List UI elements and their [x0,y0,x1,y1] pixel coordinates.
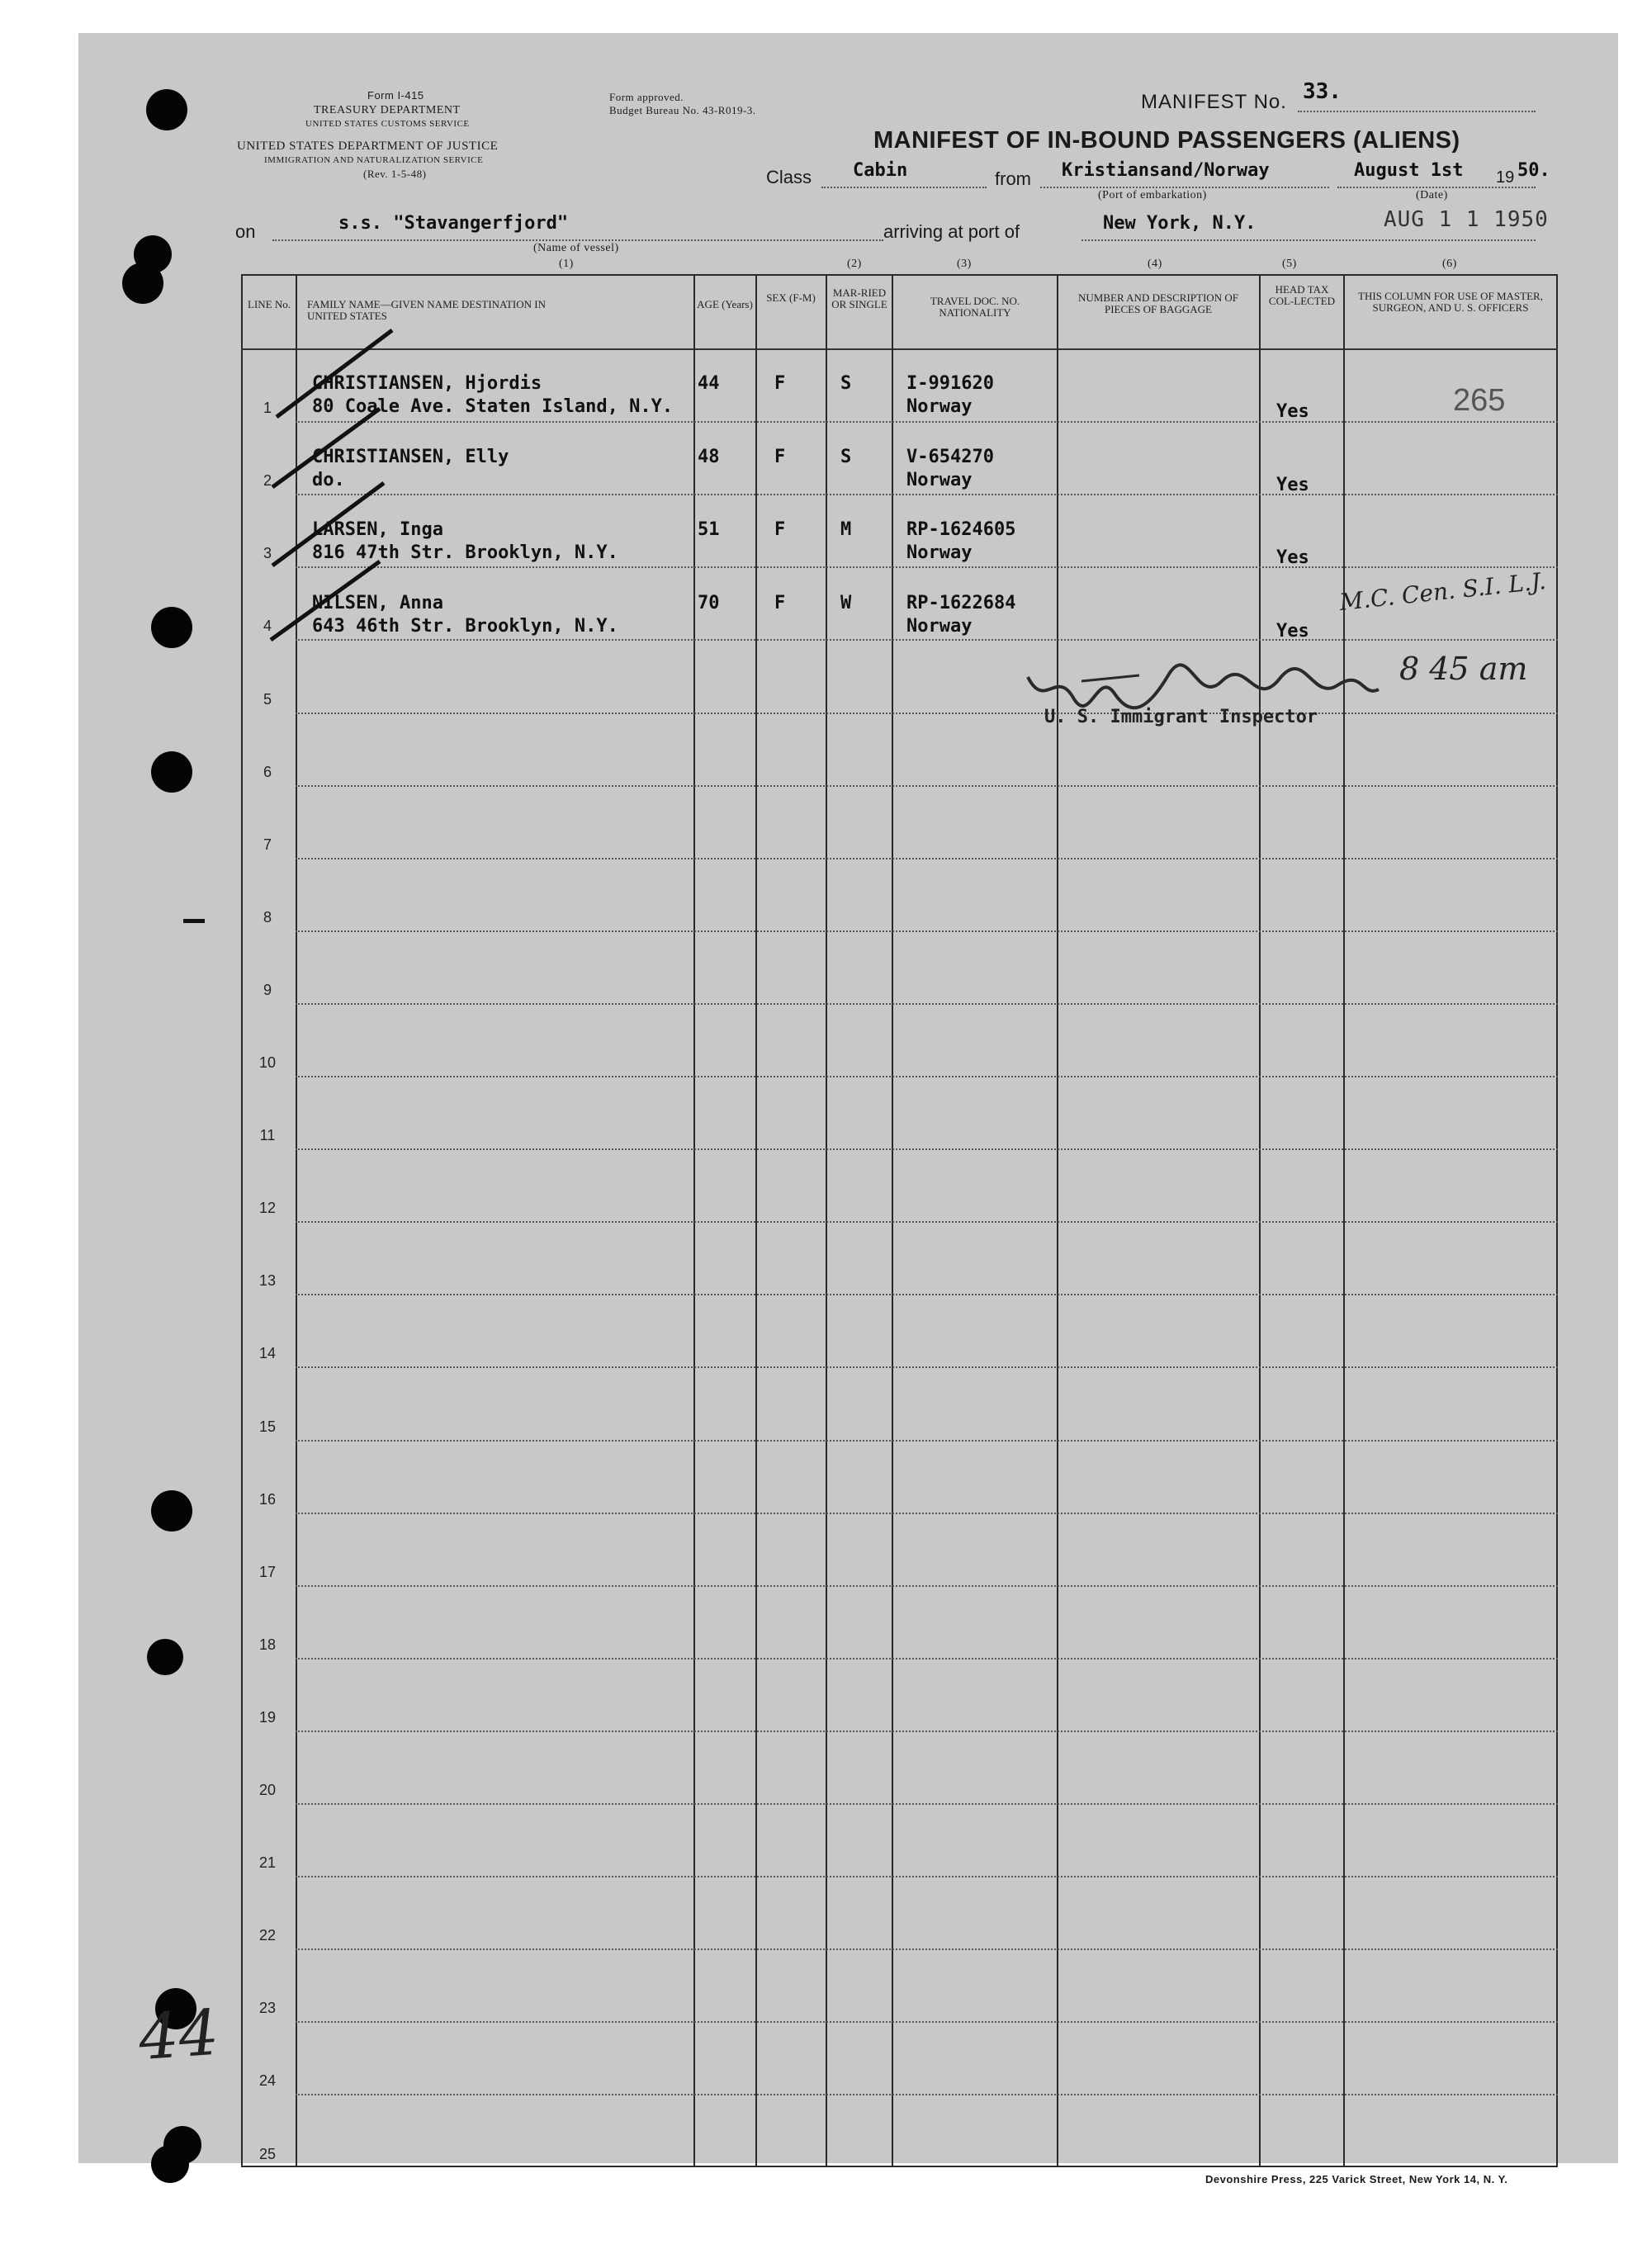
on-label: on [235,221,256,242]
passenger-dest: 80 Coale Ave. Staten Island, N.Y. [312,396,674,417]
manifest-number: 33. [1303,79,1342,104]
passenger-nationality: Norway [906,616,973,637]
line-number: 15 [258,1418,277,1435]
line-number: 2 [263,472,272,489]
from-line [1040,187,1329,188]
row-divider [296,1876,1558,1877]
row-divider [296,1148,1558,1150]
passenger-married: W [840,593,852,613]
row-divider [296,2094,1558,2095]
passenger-married: S [840,447,852,467]
passenger-dest: 816 47th Str. Brooklyn, N.Y. [312,542,618,563]
line-number: 17 [258,1564,277,1580]
manifest-line [1298,111,1536,112]
line-number: 4 [263,618,272,634]
vessel-line [272,239,883,241]
line-number: 13 [258,1272,277,1289]
officer-number: 265 [1453,383,1506,418]
line-number: 20 [258,1782,277,1798]
col-header-headtax: HEAD TAX COL-LECTED [1268,283,1336,307]
row-divider [296,494,1558,495]
passenger-dest: do. [312,470,345,490]
inspector-time: 8 45 am [1399,651,1528,687]
inspector-title: U. S. Immigrant Inspector [1044,707,1318,727]
budget-bureau: Budget Bureau No. 43-R019-3. [609,104,756,116]
binder-hole [151,607,192,648]
vessel-caption: (Name of vessel) [533,242,619,254]
line-number: 18 [258,1636,277,1653]
passenger-married: M [840,519,852,540]
passenger-headtax: Yes [1276,621,1309,642]
arrival-line [1081,239,1536,241]
row-divider [296,1003,1558,1005]
manifest-label: MANIFEST No. [1141,91,1287,113]
binder-hole [151,751,192,793]
binder-hole [151,1490,192,1532]
passenger-dest: 643 46th Str. Brooklyn, N.Y. [312,616,618,637]
col-num-6: (6) [1442,258,1457,270]
passenger-nationality: Norway [906,396,973,417]
line-number: 14 [258,1345,277,1361]
passenger-age: 44 [698,373,720,394]
row-divider [296,2021,1558,2023]
year-prefix: 19 [1496,168,1515,187]
row-divider [296,1731,1558,1732]
from-label: from [995,168,1031,189]
row-divider [296,1076,1558,1077]
class-line [821,187,987,188]
row-divider [296,1294,1558,1295]
row-divider [296,639,1558,641]
passenger-doc: RP-1624605 [906,519,1016,540]
line-number: 21 [258,1854,277,1871]
row-divider [296,1366,1558,1368]
passenger-sex: F [774,373,786,394]
line-number: 24 [258,2072,277,2089]
vessel-name: s.s. "Stavangerfjord" [338,213,569,234]
row-divider [296,1513,1558,1514]
date-line [1337,187,1536,188]
row-divider [296,1803,1558,1805]
line-number: 23 [258,2000,277,2016]
binder-hole [146,89,187,130]
line-number: 6 [263,764,272,780]
printer-credit: Devonshire Press, 225 Varick Street, New York 14, N. Y. [1205,2173,1508,2185]
line-number: 12 [258,1200,277,1216]
page-title: MANIFEST OF IN-BOUND PASSENGERS (ALIENS) [873,127,1460,154]
row-divider [296,785,1558,787]
margin-number: 44 [136,1995,221,2075]
passenger-headtax: Yes [1276,401,1309,422]
form-number: Form I-415 [367,89,424,102]
class-value: Cabin [853,160,908,181]
col-num-2: (2) [847,258,862,270]
passenger-age: 48 [698,447,720,467]
row-divider [296,566,1558,568]
passenger-sex: F [774,593,786,613]
passenger-nationality: Norway [906,470,973,490]
year-value: 50. [1517,160,1550,181]
from-value: Kristiansand/Norway [1062,160,1270,181]
passenger-doc: I-991620 [906,373,994,394]
row-divider [296,1948,1558,1950]
passenger-nationality: Norway [906,542,973,563]
binder-hole [122,263,163,304]
col-num-4: (4) [1148,258,1162,270]
passenger-headtax: Yes [1276,547,1309,568]
line-number: 5 [263,691,272,708]
passenger-sex: F [774,519,786,540]
line-number: 22 [258,1927,277,1944]
col-header-line: LINE No. [248,298,291,310]
date-stamp: AUG 1 1 1950 [1384,207,1549,232]
passenger-name: CHRISTIANSEN, Elly [312,447,509,467]
passenger-age: 51 [698,519,720,540]
line-number: 16 [258,1491,277,1508]
passenger-name: CHRISTIANSEN, Hjordis [312,373,542,394]
line-number: 9 [263,982,272,998]
line-number: 25 [258,2146,277,2162]
customs-service: UNITED STATES CUSTOMS SERVICE [305,119,470,129]
row-divider [296,1658,1558,1660]
row-divider [296,1440,1558,1442]
binder-hole [147,1639,183,1675]
passenger-age: 70 [698,593,720,613]
col-header-baggage: NUMBER AND DESCRIPTION OF PIECES OF BAGGAGE [1078,291,1238,315]
line-number: 3 [263,545,272,561]
table-header-divider [241,348,1558,350]
passenger-name: NILSEN, Anna [312,593,443,613]
line-number: 8 [263,909,272,926]
row-divider [296,858,1558,859]
line-number: 10 [258,1054,277,1071]
binder-mark [183,919,205,923]
justice-department: UNITED STATES DEPARTMENT OF JUSTICE [237,140,499,153]
officer-note: M.C. Cen. S.I. L.J. [1337,566,1548,617]
row-divider [296,421,1558,423]
line-number: 11 [259,1127,276,1143]
col-header-age: AGE (Years) [697,298,753,310]
passenger-headtax: Yes [1276,475,1309,495]
line-number: 1 [263,400,272,416]
col-header-travel: TRAVEL DOC. NO. NATIONALITY [930,295,1020,319]
binder-hole [151,2145,189,2183]
form-approved: Form approved. [609,91,684,103]
line-number: 7 [263,836,272,853]
passenger-sex: F [774,447,786,467]
passenger-doc: V-654270 [906,447,994,467]
passenger-name: LARSEN, Inga [312,519,443,540]
date-caption: (Date) [1416,189,1448,201]
date-value: August 1st [1354,160,1464,181]
col-header-sex: SEX (F-M) [766,291,816,304]
passenger-doc: RP-1622684 [906,593,1016,613]
ins: IMMIGRATION AND NATURALIZATION SERVICE [264,155,484,165]
col-header-married: MAR-RIED OR SINGLE [831,286,887,310]
revision: (Rev. 1-5-48) [363,168,427,180]
check-marks-icon [248,305,413,652]
col-header-officers: THIS COLUMN FOR USE OF MASTER, SURGEON, AND U. S. OFFICERS [1358,290,1543,314]
arrival-port: New York, N.Y. [1103,213,1257,234]
department: TREASURY DEPARTMENT [314,104,461,116]
row-divider [296,1585,1558,1587]
arriving-label: arriving at port of [883,221,1020,242]
passenger-married: S [840,373,852,394]
line-number: 19 [258,1709,277,1726]
col-num-5: (5) [1282,258,1297,270]
col-header-name: FAMILY NAME—GIVEN NAME DESTINATION IN UNITED STATES [307,298,547,322]
row-divider [296,1221,1558,1223]
col-num-1: (1) [559,258,574,270]
port-embarkation-caption: (Port of embarkation) [1098,189,1207,201]
class-label: Class [766,167,812,187]
row-divider [296,930,1558,932]
col-num-3: (3) [957,258,972,270]
